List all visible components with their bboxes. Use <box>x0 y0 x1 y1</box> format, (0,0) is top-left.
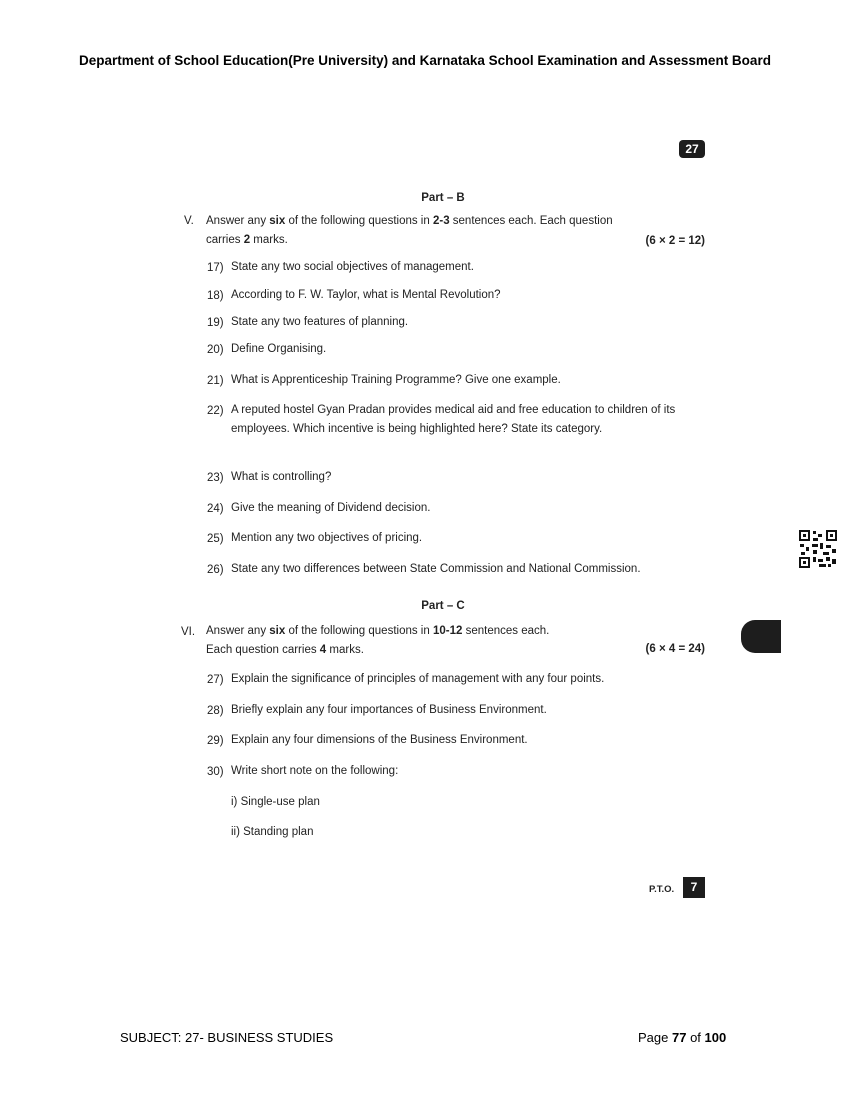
question-number: 27) <box>207 674 224 686</box>
question-number: 26) <box>207 564 224 576</box>
question-text: What is controlling? <box>231 471 332 483</box>
question-number: 17) <box>207 262 224 274</box>
question-text: Explain the significance of principles of management with any four points. <box>231 673 605 685</box>
footer-subject: SUBJECT: 27- BUSINESS STUDIES <box>120 1030 334 1045</box>
sub-item-standing-plan: ii) Standing plan <box>231 826 314 838</box>
question-number: 20) <box>207 344 224 356</box>
question-text: A reputed hostel Gyan Pradan provides medical aid and free education to children of its employees. Which incentive is being highlighted here? State its category. <box>231 404 676 435</box>
question-number: 19) <box>207 317 224 329</box>
subject-code-badge: 27 <box>679 140 705 158</box>
section-v-marks: (6 × 2 = 12) <box>645 235 705 247</box>
question-number: 22) <box>207 405 224 417</box>
sub-item-single-use-plan: i) Single-use plan <box>231 796 320 808</box>
question-text: What is Apprenticeship Training Programme? Give one example. <box>231 374 561 386</box>
question-number: 29) <box>207 735 224 747</box>
section-v-number: V. <box>184 215 194 227</box>
question-number: 23) <box>207 472 224 484</box>
document-header: Department of School Education(Pre University) and Karnataka School Examination and Assessment Board <box>79 53 771 68</box>
question-number: 21) <box>207 375 224 387</box>
footer-page-number: Page 77 of 100 <box>638 1030 727 1045</box>
question-text: According to F. W. Taylor, what is Mental Revolution? <box>231 289 501 301</box>
question-number: 30) <box>207 766 224 778</box>
question-text: Give the meaning of Dividend decision. <box>231 502 431 514</box>
pto-page-box: 7 <box>683 877 705 898</box>
question-text: Briefly explain any four importances of Business Environment. <box>231 704 547 716</box>
question-number: 25) <box>207 533 224 545</box>
part-b-title: Part – B <box>421 192 465 204</box>
section-vi-instruction-line1: Answer any six of the following questions in 10-12 sentences each. <box>206 625 550 637</box>
part-c-title: Part – C <box>421 600 465 612</box>
question-text: Mention any two objectives of pricing. <box>231 532 423 544</box>
section-vi-marks: (6 × 4 = 24) <box>645 643 705 655</box>
section-v-instruction-line2: carries 2 marks. <box>206 234 288 246</box>
question-number: 28) <box>207 705 224 717</box>
qr-code-icon <box>799 530 837 568</box>
question-text: Define Organising. <box>231 343 327 355</box>
side-tab-marker <box>741 620 781 653</box>
question-text: Explain any four dimensions of the Business Environment. <box>231 734 528 746</box>
question-text: State any two differences between State Commission and National Commission. <box>231 563 641 575</box>
question-text: Write short note on the following: <box>231 765 399 777</box>
question-text: State any two features of planning. <box>231 316 409 328</box>
question-number: 18) <box>207 290 224 302</box>
section-vi-instruction-line2: Each question carries 4 marks. <box>206 644 364 656</box>
pto-label: P.T.O. <box>649 884 675 895</box>
section-v-instruction-line1: Answer any six of the following questions in 2-3 sentences each. Each question <box>206 215 613 227</box>
question-text: State any two social objectives of management. <box>231 261 474 273</box>
question-number: 24) <box>207 503 224 515</box>
section-vi-number: VI. <box>181 626 196 638</box>
